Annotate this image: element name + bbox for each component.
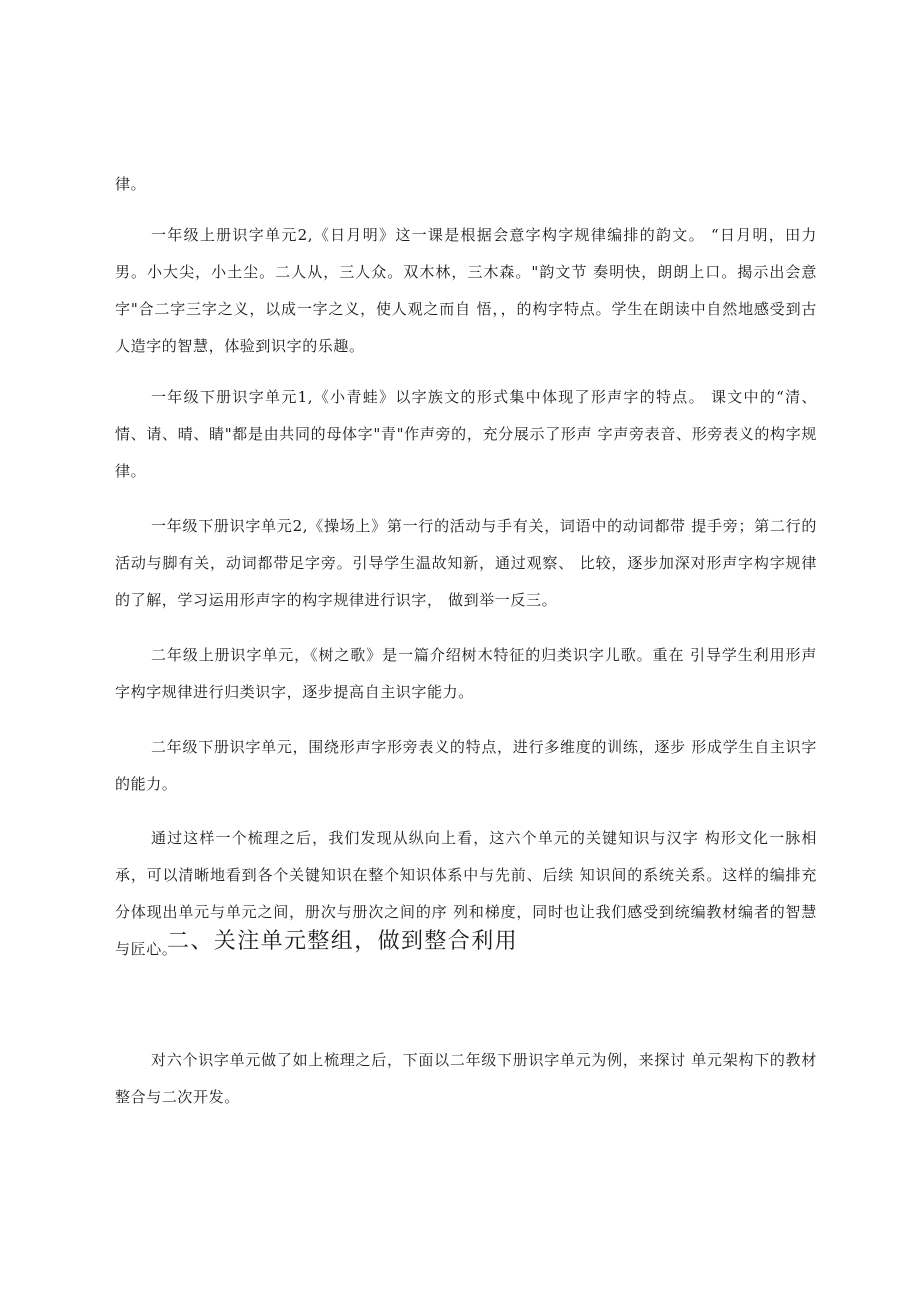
paragraph-continuation: 律。 — [115, 175, 147, 193]
paragraph-summary: 通过这样一个梳理之后，我们发现从纵向上看，这六个单元的关键知识与汉字 构形文化一脉相承，可以清晰地看到各个关键知识在整个知识体系中与先前、后续 知识间的系统关系。这样的编排充分体现出单元与单元之间，册次与册次之间的序 列和梯度，同时也让我们感受到统编教材编者的智慧与匠心。 — [115, 829, 817, 958]
paragraph-section-intro: 对六个识字单元做了如上梳理之后，下面以二年级下册识字单元为例，来探讨 单元架构下的教材整合与二次开发。 — [115, 1051, 817, 1106]
paragraph-grade2-lower: 二年级下册识字单元，围绕形声字形旁表义的特点，进行多维度的训练，逐步 形成学生自主识字的能力。 — [115, 738, 817, 793]
paragraph-shuzhige: 二年级上册识字单元，《树之歌》是一篇介绍树木特征的归类识字儿歌。重在 引导学生利用形声字构字规律进行归类识字，逐步提高自主识字能力。 — [115, 646, 817, 701]
paragraph-xiaoqingwa: 一年级下册识字单元1,《小青蛙》以字族文的形式集中体现了形声字的特点。 课文中的“清、情、请、晴、睛"都是由共同的母体字"青"作声旁的，充分展示了形声 字声旁表音、形旁表义的构字规律。 — [115, 388, 817, 480]
paragraph-riyueming: 一年级上册识字单元2,《日月明》这一课是根据会意字构字规律编排的韵文。 “日月明，田力男。小大尖，小土尘。二人从，三人众。双木林，三木森。"韵文节 奏明快，朗朗上口。揭示出会意字"合二字三字之义，以成一字之义，使人观之而自 悟，，的构字特点。学生在朗读中自然地感受到古人造字的智慧，体验到识字的乐趣。 — [115, 226, 817, 355]
section-heading: 二、关注单元整组，做到整合利用 — [167, 929, 519, 954]
paragraph-caochangshang: 一年级下册识字单元2,《操场上》第一行的活动与手有关，词语中的动词都带 提手旁；第二行的活动与脚有关，动词都带足字旁。引导学生温故知新，通过观察、 比较，逐步加深对形声字构字规律的了解，学习运用形声字的构字规律进行识字， 做到举一反三。 — [115, 517, 817, 609]
